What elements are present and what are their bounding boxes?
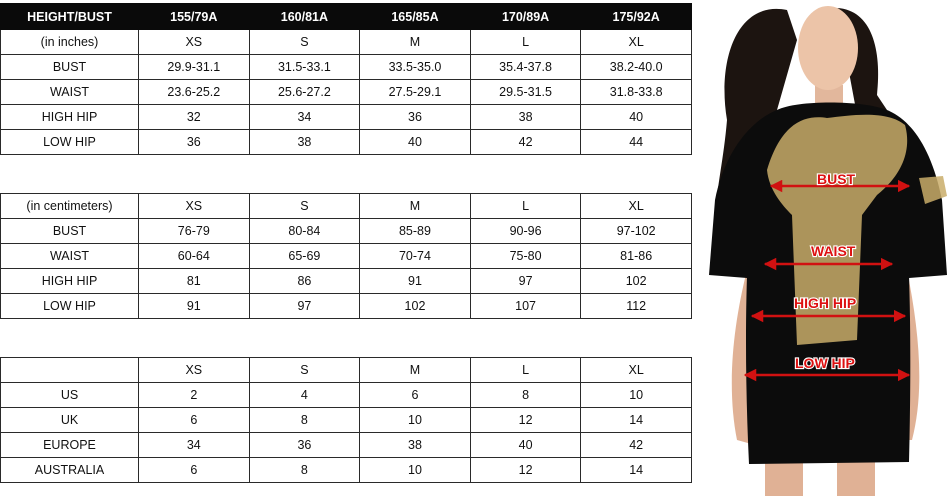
table-cell: 29.9-31.1 [139,55,250,80]
table-cell: 44 [581,130,692,155]
row-label: EUROPE [1,433,139,458]
table-header-row [1,4,692,30]
table-cell: 81 [139,269,250,294]
table-cell: 12 [470,458,581,483]
header-cell: 155/79A [139,4,250,30]
table-row [1,433,692,458]
table-cell: 34 [139,433,250,458]
table-cell: 38 [249,130,360,155]
table-cell: 81-86 [581,244,692,269]
row-label: LOW HIP [1,294,139,319]
leg-shape [837,460,875,496]
table-cell: 65-69 [249,244,360,269]
row-label: WAIST [1,80,139,105]
table-cell: 33.5-35.0 [360,55,471,80]
table-cell: S [249,358,360,383]
table-cell: 31.8-33.8 [581,80,692,105]
header-cell: HEIGHT/BUST [1,4,139,30]
table-cell: 27.5-29.1 [360,80,471,105]
table-row [1,219,692,244]
table-cell: 38.2-40.0 [581,55,692,80]
table-cell: 107 [470,294,581,319]
table-row [1,269,692,294]
row-label: HIGH HIP [1,105,139,130]
table-cell: 34 [249,105,360,130]
table-cell: L [470,194,581,219]
table-row [1,194,692,219]
table-row [1,294,692,319]
table-cell: 8 [249,408,360,433]
table-cell: 76-79 [139,219,250,244]
header-cell: 170/89A [470,4,581,30]
table-cell: 86 [249,269,360,294]
table-cell: 8 [249,458,360,483]
table-cell: S [249,30,360,55]
row-label [1,358,139,383]
size-table-centimeters [0,193,692,319]
table-row [1,383,692,408]
table-cell: 31.5-33.1 [249,55,360,80]
table-cell: 2 [139,383,250,408]
table-cell: 40 [470,433,581,458]
table-cell: 36 [139,130,250,155]
table-cell: 32 [139,105,250,130]
table-cell: 10 [360,408,471,433]
table-cell: M [360,194,471,219]
row-label: (in inches) [1,30,139,55]
waist-label: WAIST [811,243,856,259]
table-cell: 97 [249,294,360,319]
table-cell: 91 [360,269,471,294]
leg-shape [765,460,803,496]
table-cell: M [360,30,471,55]
table-cell: 97-102 [581,219,692,244]
row-label: WAIST [1,244,139,269]
table-cell: 38 [360,433,471,458]
size-conversion-table [0,357,692,483]
row-label: (in centimeters) [1,194,139,219]
row-label: LOW HIP [1,130,139,155]
table-row [1,408,692,433]
table-row [1,244,692,269]
header-cell: 160/81A [249,4,360,30]
table-cell: 4 [249,383,360,408]
model-photo [697,0,950,496]
table-cell: 70-74 [360,244,471,269]
table-cell: 36 [360,105,471,130]
table-row [1,358,692,383]
table-cell: 80-84 [249,219,360,244]
table-cell: 14 [581,408,692,433]
table-row [1,130,692,155]
table-cell: 12 [470,408,581,433]
bust-label: BUST [817,171,856,187]
table-cell: 6 [360,383,471,408]
table-cell: 60-64 [139,244,250,269]
table-cell: 112 [581,294,692,319]
table-cell: 35.4-37.8 [470,55,581,80]
face-shape [798,6,858,90]
table-cell: 102 [581,269,692,294]
table-row [1,80,692,105]
table-row [1,55,692,80]
table-cell: S [249,194,360,219]
table-cell: 38 [470,105,581,130]
table-cell: 40 [581,105,692,130]
table-cell: 29.5-31.5 [470,80,581,105]
row-label: BUST [1,219,139,244]
size-table-inches [0,3,692,155]
table-cell: 23.6-25.2 [139,80,250,105]
table-cell: XS [139,358,250,383]
table-cell: 97 [470,269,581,294]
table-cell: 8 [470,383,581,408]
table-row [1,105,692,130]
row-label: US [1,383,139,408]
table-row [1,458,692,483]
table-cell: 6 [139,458,250,483]
row-label: UK [1,408,139,433]
table-cell: 90-96 [470,219,581,244]
table-cell: 102 [360,294,471,319]
low-hip-label: LOW HIP [795,355,855,371]
row-label: AUSTRALIA [1,458,139,483]
table-cell: L [470,30,581,55]
table-cell: 91 [139,294,250,319]
table-cell: 42 [581,433,692,458]
header-cell: 175/92A [581,4,692,30]
table-cell: 75-80 [470,244,581,269]
table-cell: 10 [581,383,692,408]
table-cell: XL [581,30,692,55]
table-cell: XS [139,30,250,55]
table-cell: 10 [360,458,471,483]
table-cell: XS [139,194,250,219]
row-label: HIGH HIP [1,269,139,294]
table-cell: XL [581,358,692,383]
table-cell: 36 [249,433,360,458]
table-row [1,30,692,55]
table-cell: 14 [581,458,692,483]
table-cell: 42 [470,130,581,155]
table-cell: 40 [360,130,471,155]
header-cell: 165/85A [360,4,471,30]
table-cell: 85-89 [360,219,471,244]
high-hip-label: HIGH HIP [794,295,857,311]
table-cell: 6 [139,408,250,433]
table-cell: XL [581,194,692,219]
table-cell: L [470,358,581,383]
row-label: BUST [1,55,139,80]
table-cell: 25.6-27.2 [249,80,360,105]
table-cell: M [360,358,471,383]
